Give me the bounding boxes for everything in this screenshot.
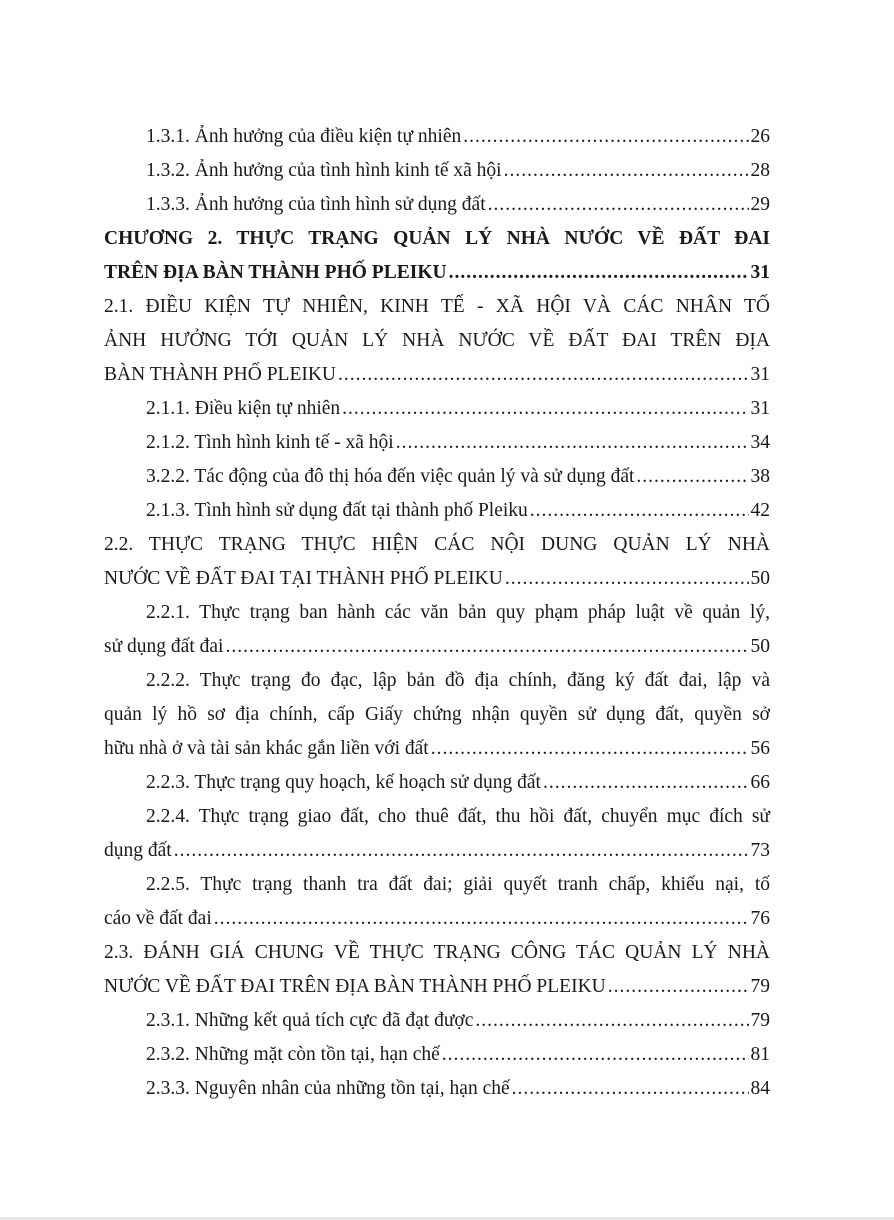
dot-leader <box>504 154 749 188</box>
toc-entry-text-line: 2.3. ĐÁNH GIÁ CHUNG VỀ THỰC TRẠNG CÔNG TÁC QUẢN LÝ NHÀ <box>104 942 770 963</box>
toc-entry-2-2-1[interactable] <box>104 596 770 664</box>
toc-entry-title: cáo về đất đai <box>104 908 212 929</box>
dot-leader <box>174 834 749 868</box>
toc-page-number: 31 <box>750 262 770 283</box>
dot-leader <box>463 120 748 154</box>
toc-entry-title: dụng đất <box>104 840 172 861</box>
toc-page-number: 34 <box>750 432 770 453</box>
dot-leader <box>608 970 749 1004</box>
toc-page-number: 79 <box>750 1010 770 1031</box>
toc-entry-title: 2.3.3. Nguyên nhân của những tồn tại, hạn chế <box>146 1078 510 1099</box>
dot-leader <box>431 732 749 766</box>
toc-entry-text-line: quản lý hồ sơ địa chính, cấp Giấy chứng nhận quyền sử dụng đất, quyền sở <box>104 704 770 725</box>
toc-entry-1-3-3[interactable] <box>104 188 770 222</box>
toc-entry-3-2-2[interactable] <box>104 460 770 494</box>
toc-entry-title: 2.3.1. Những kết quả tích cực đã đạt được <box>146 1010 474 1031</box>
toc-entry-title: NƯỚC VỀ ĐẤT ĐAI TẠI THÀNH PHỐ PLEIKU <box>104 568 503 589</box>
toc-entry-2-1-3[interactable] <box>104 494 770 528</box>
toc-page-number: 38 <box>750 466 770 487</box>
toc-page-number: 79 <box>750 976 770 997</box>
toc-entry-text-line: CHƯƠNG 2. THỰC TRẠNG QUẢN LÝ NHÀ NƯỚC VỀ ĐẤT ĐAI <box>104 228 770 249</box>
toc-page-number: 31 <box>750 398 770 419</box>
toc-entry-2-2-5[interactable] <box>104 868 770 936</box>
toc-entry-1-3-2[interactable] <box>104 154 770 188</box>
toc-entry-2-1-1[interactable] <box>104 392 770 426</box>
toc-entry-title: 1.3.2. Ảnh hưởng của tình hình kinh tế xã hội <box>146 160 502 181</box>
dot-leader <box>396 426 749 460</box>
toc-entry-title: hữu nhà ở và tài sản khác gắn liền với đất <box>104 738 429 759</box>
toc-page-number: 73 <box>750 840 770 861</box>
toc-page-number: 81 <box>750 1044 770 1065</box>
toc-entry-text-line: 2.2. THỰC TRẠNG THỰC HIỆN CÁC NỘI DUNG QUẢN LÝ NHÀ <box>104 534 770 555</box>
toc-page-number: 56 <box>750 738 770 759</box>
toc-entry-2-3-2[interactable] <box>104 1038 770 1072</box>
toc-entry-title: 2.2.3. Thực trạng quy hoạch, kế hoạch sử dụng đất <box>146 772 541 793</box>
toc-entry-2-2-2[interactable] <box>104 664 770 766</box>
toc-entry-title: BÀN THÀNH PHỐ PLEIKU <box>104 364 337 385</box>
toc-entry-ch2[interactable] <box>104 222 770 290</box>
toc-entry-2-3[interactable] <box>104 936 770 1004</box>
toc-entry-title: 2.1.3. Tình hình sử dụng đất tại thành phố Pleiku <box>146 500 528 521</box>
toc-entry-title: 2.1.2. Tình hình kinh tế - xã hội <box>146 432 394 453</box>
toc-entry-title: 1.3.1. Ảnh hưởng của điều kiện tự nhiên <box>146 126 462 147</box>
dot-leader <box>505 562 749 596</box>
toc-entry-title: 1.3.3. Ảnh hưởng của tình hình sử dụng đất <box>146 194 486 215</box>
toc-page-number: 76 <box>750 908 770 929</box>
toc-page-number: 29 <box>750 194 770 215</box>
toc-entry-title: 2.3.2. Những mặt còn tồn tại, hạn chế <box>146 1044 440 1065</box>
toc-page-number: 84 <box>750 1078 770 1099</box>
toc-page-number: 50 <box>750 568 770 589</box>
dot-leader <box>214 902 749 936</box>
toc-entry-title: 3.2.2. Tác động của đô thị hóa đến việc quản lý và sử dụng đất <box>146 466 635 487</box>
dot-leader <box>488 188 749 222</box>
toc-page-number: 26 <box>750 126 770 147</box>
toc-entry-text-line: 2.1. ĐIỀU KIỆN TỰ NHIÊN, KINH TẾ - XÃ HỘI VÀ CÁC NHÂN TỐ <box>104 296 770 317</box>
toc-entry-text-line: 2.2.1. Thực trạng ban hành các văn bản quy phạm pháp luật về quản lý, <box>146 602 770 623</box>
toc-page-number: 42 <box>750 500 770 521</box>
toc-entry-2-2-3[interactable] <box>104 766 770 800</box>
toc-entry-text-line: 2.2.4. Thực trạng giao đất, cho thuê đất, thu hồi đất, chuyển mục đích sử <box>146 806 770 827</box>
toc-entry-2-1[interactable] <box>104 290 770 392</box>
toc-entry-2-3-3[interactable] <box>104 1072 770 1106</box>
toc-entry-2-3-1[interactable] <box>104 1004 770 1038</box>
toc-entry-1-3-1[interactable] <box>104 120 770 154</box>
dot-leader <box>338 358 748 392</box>
toc-page-number: 50 <box>750 636 770 657</box>
toc-entry-text-line: 2.2.5. Thực trạng thanh tra đất đai; giải quyết tranh chấp, khiếu nại, tố <box>146 874 770 895</box>
dot-leader <box>442 1038 749 1072</box>
dot-leader <box>636 460 748 494</box>
toc-entry-text-line: 2.2.2. Thực trạng đo đạc, lập bản đồ địa chính, đăng ký đất đai, lập và <box>146 670 770 691</box>
toc-entry-title: TRÊN ĐỊA BÀN THÀNH PHỐ PLEIKU <box>104 262 447 283</box>
toc-entry-2-1-2[interactable] <box>104 426 770 460</box>
dot-leader <box>543 766 749 800</box>
toc-page-number: 66 <box>750 772 770 793</box>
dot-leader <box>342 392 748 426</box>
dot-leader <box>530 494 749 528</box>
toc-entry-title: NƯỚC VỀ ĐẤT ĐAI TRÊN ĐỊA BÀN THÀNH PHỐ PLEIKU <box>104 976 606 997</box>
table-of-contents <box>104 120 770 1106</box>
dot-leader <box>512 1072 749 1106</box>
toc-page-number: 31 <box>750 364 770 385</box>
dot-leader <box>225 630 748 664</box>
dot-leader <box>475 1004 748 1038</box>
toc-entry-title: sử dụng đất đai <box>104 636 224 657</box>
dot-leader <box>449 256 749 290</box>
toc-entry-2-2[interactable] <box>104 528 770 596</box>
toc-page-number: 28 <box>750 160 770 181</box>
toc-entry-2-2-4[interactable] <box>104 800 770 868</box>
toc-entry-text-line: ẢNH HƯỞNG TỚI QUẢN LÝ NHÀ NƯỚC VỀ ĐẤT ĐAI TRÊN ĐỊA <box>104 330 770 351</box>
toc-entry-title: 2.1.1. Điều kiện tự nhiên <box>146 398 341 419</box>
